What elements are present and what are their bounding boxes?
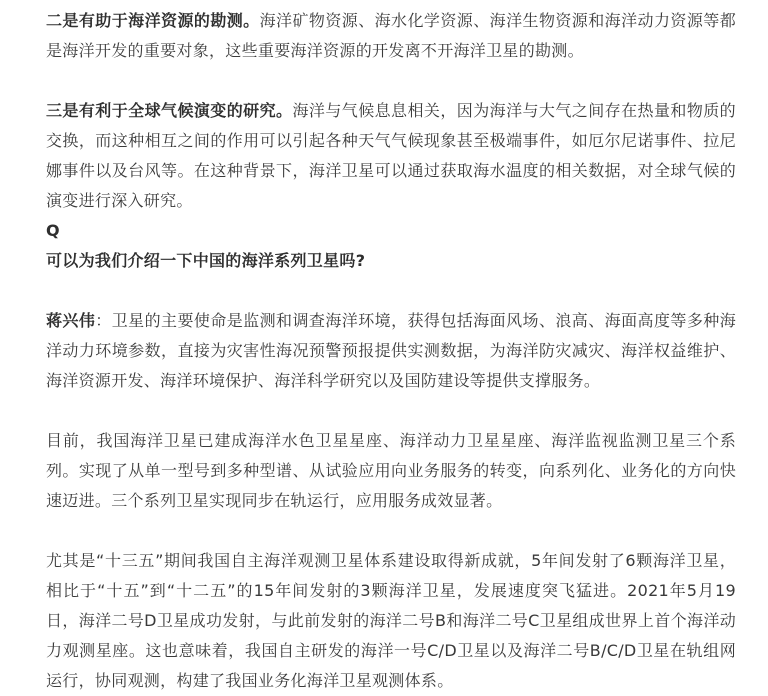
article-body bbox=[46, 6, 736, 696]
paragraph-text: 海洋与气候息息相关，因为海洋与大气之间存在热量和物质的交换，而这种相互之间的作用可以引起各种天气气候现象甚至极端事件，如厄尔尼诺事件、拉尼娜事件以及台风等。在这种背景下，海洋卫星可以通过获取海水温度的相关数据，对全球气候的演变进行深入研究。 bbox=[46, 101, 736, 210]
paragraph-satellite-series: 目前，我国海洋卫星已建成海洋水色卫星星座、海洋动力卫星星座、海洋监视监测卫星三个系列。实现了从单一型号到多种型谱、从试验应用向业务服务的转变，向系列化、业务化的方向快速迈进。三个系列卫星实现同步在轨运行，应用服务成效显著。 bbox=[46, 431, 736, 510]
answer-paragraph bbox=[46, 306, 736, 396]
paragraph-climate-research bbox=[46, 96, 736, 216]
answer-text: ：卫星的主要使命是监测和调查海洋环境，获得包括海面风场、浪高、海面高度等多种海洋动力环境参数，直接为灾害性海况预警预报提供实测数据，为海洋防灾减灾、海洋权益维护、海洋资源开发、海洋环境保护、海洋科学研究以及国防建设等提供支撑服务。 bbox=[46, 311, 736, 390]
question-label: Q bbox=[46, 221, 60, 240]
answer-speaker: 蒋兴伟 bbox=[46, 311, 96, 330]
question-text: 可以为我们介绍一下中国的海洋系列卫星吗? bbox=[46, 251, 366, 270]
paragraph-thirteenth-five-year: 尤其是“十三五”期间我国自主海洋观测卫星体系建设取得新成就，5年间发射了6颗海洋卫星，相比于“十五”到“十二五”的15年间发射的3颗海洋卫星，发展速度突飞猛进。2021年5月19日，海洋二号D卫星成功发射，与此前发射的海洋二号B和海洋二号C卫星组成世界上首个海洋动力观测星座。这也意味着，我国自主研发的海洋一号C/D卫星以及海洋二号B/C/D卫星在轨组网运行，协同观测，构建了我国业务化海洋卫星观测体系。 bbox=[46, 551, 736, 690]
paragraph-lead: 三是有利于全球气候演变的研究。 bbox=[46, 101, 293, 120]
paragraph-text: 海洋矿物资源、海水化学资源、海洋生物资源和海洋动力资源等都是海洋开发的重要对象，这些重要海洋资源的开发离不开海洋卫星的勘测。 bbox=[46, 11, 736, 60]
paragraph-ocean-resources bbox=[46, 6, 736, 66]
paragraph-lead: 二是有助于海洋资源的勘测。 bbox=[46, 11, 260, 30]
